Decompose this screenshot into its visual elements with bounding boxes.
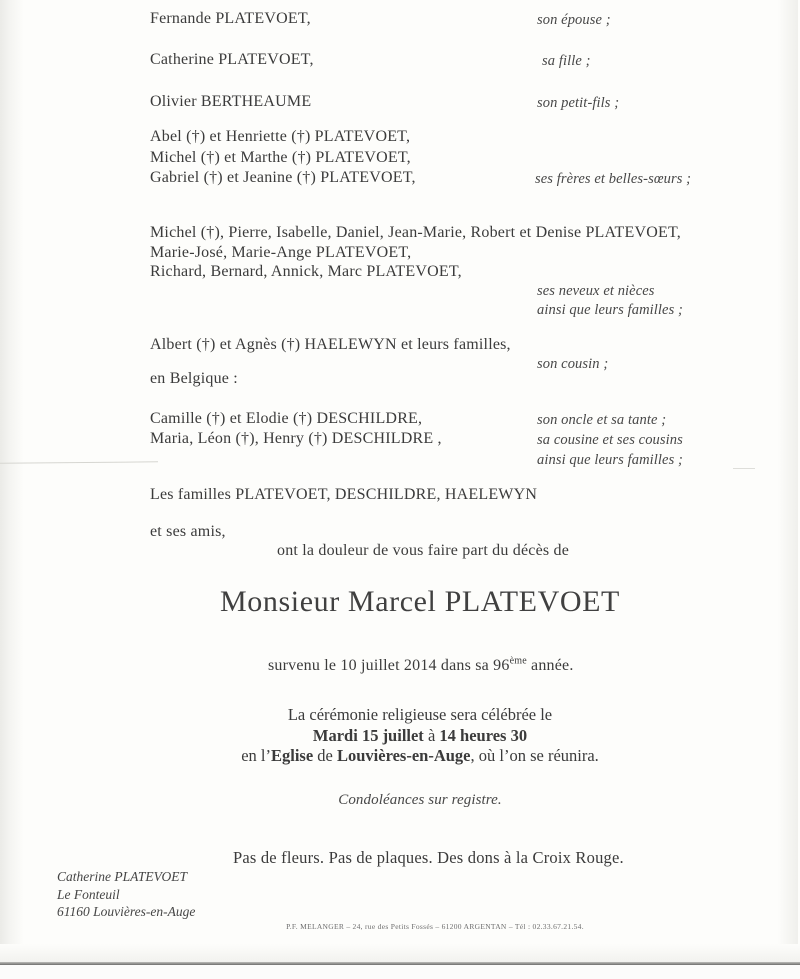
belgium-line: Maria, Léon (†), Henry (†) DESCHILDRE , — [150, 430, 442, 447]
belgium-heading: en Belgique : — [150, 370, 238, 387]
deceased-name-title: Monsieur Marcel PLATEVOET — [220, 585, 620, 618]
nephew-line: Marie-José, Marie-Ange PLATEVOET, — [150, 243, 412, 261]
nephew-line: Richard, Bernard, Annick, Marc PLATEVOET, — [150, 263, 462, 280]
death-date-post: année. — [526, 657, 574, 674]
nephews-relation-group — [537, 282, 683, 320]
announce-line: ont la douleur de vous faire part du décès de — [277, 542, 570, 559]
ceremony-church: Eglise — [270, 746, 314, 765]
scan-edge-right — [778, 0, 798, 952]
mourner-relation-spouse: son épouse ; — [537, 12, 611, 28]
printer-line: P.F. MELANGER – 24, rue des Petits Fossés – 61200 ARGENTAN – Tél : 02.33.67.21.54. — [286, 922, 584, 931]
death-date-pre: survenu le 10 juillet 2014 dans sa 96 — [268, 657, 510, 674]
ceremony-line3-pre: en l’ — [241, 746, 271, 765]
nephews-group — [150, 223, 681, 282]
condolences-line: Condoléances sur registre. — [338, 792, 502, 808]
siblings-relation: ses frères et belles-sœurs ; — [535, 171, 692, 187]
belgium-relation-line: sa cousine et ses cousins — [537, 432, 683, 448]
contact-name: Catherine PLATEVOET — [57, 869, 187, 884]
mourner-relation-grandson: son petit-fils ; — [537, 95, 620, 111]
ceremony-line3 — [150, 746, 690, 767]
nephew-line: Michel (†), Pierre, Isabelle, Daniel, Jean-Marie, Robert et Denise PLATEVOET, — [150, 224, 681, 241]
ceremony-line3-mid: de — [313, 746, 337, 765]
mourner-name-spouse: Fernande PLATEVOET, — [150, 10, 311, 27]
belgium-line: Camille (†) et Elodie (†) DESCHILDRE, — [150, 410, 423, 427]
flowers-note: Pas de fleurs. Pas de plaques. Des dons à la Croix Rouge. — [233, 848, 624, 867]
sibling-line: Gabriel (†) et Jeanine (†) PLATEVOET, — [150, 169, 416, 186]
families-line: Les familles PLATEVOET, DESCHILDRE, HAELEWYN — [150, 486, 538, 503]
scan-crease-left — [0, 461, 158, 463]
belgium-relation-group — [537, 410, 683, 470]
mourner-relation-daughter: sa fille ; — [542, 53, 591, 69]
contact-block — [57, 868, 195, 921]
ceremony-line1: La cérémonie religieuse sera célébrée le — [287, 705, 553, 724]
scan-edge-left — [0, 0, 24, 962]
contact-address2: 61160 Louvières-en-Auge — [57, 904, 196, 919]
ceremony-time: 14 heures 30 — [439, 725, 528, 745]
cousin-line: Albert (†) et Agnès (†) HAELEWYN et leurs familles, — [150, 336, 511, 353]
death-date-superscript: ème — [509, 655, 527, 667]
belgium-relation-line: son oncle et sa tante ; — [537, 412, 667, 428]
sibling-line: Michel (†) et Marthe (†) PLATEVOET, — [150, 148, 411, 166]
contact-address1: Le Fonteuil — [57, 886, 120, 902]
belgium-relation-line: ainsi que leurs familles ; — [537, 452, 683, 468]
nephews-relation-line: ses neveux et nièces — [537, 283, 655, 299]
ceremony-place: Louvières-en-Auge — [336, 746, 471, 765]
siblings-group — [150, 127, 416, 189]
ceremony-line3-post: , où l’on se réunira. — [470, 746, 599, 765]
cousin-relation: son cousin ; — [537, 356, 609, 372]
death-date-line — [268, 657, 574, 675]
ceremony-line2 — [150, 726, 690, 747]
scan-below-edge — [0, 965, 800, 979]
ceremony-line2-mid: à — [423, 725, 440, 745]
mourner-name-daughter: Catherine PLATEVOET, — [150, 51, 314, 68]
nephews-relation-line: ainsi que leurs familles ; — [537, 302, 683, 318]
scan-bottom-shade — [0, 944, 800, 962]
scan-crease-right — [733, 468, 755, 469]
ceremony-block — [150, 705, 690, 767]
friends-line: et ses amis, — [150, 523, 226, 540]
belgium-group — [150, 409, 442, 449]
mourner-name-grandson: Olivier BERTHEAUME — [150, 93, 312, 110]
ceremony-date: Mardi 15 juillet — [312, 725, 424, 745]
sibling-line: Abel (†) et Henriette (†) PLATEVOET, — [150, 128, 411, 145]
